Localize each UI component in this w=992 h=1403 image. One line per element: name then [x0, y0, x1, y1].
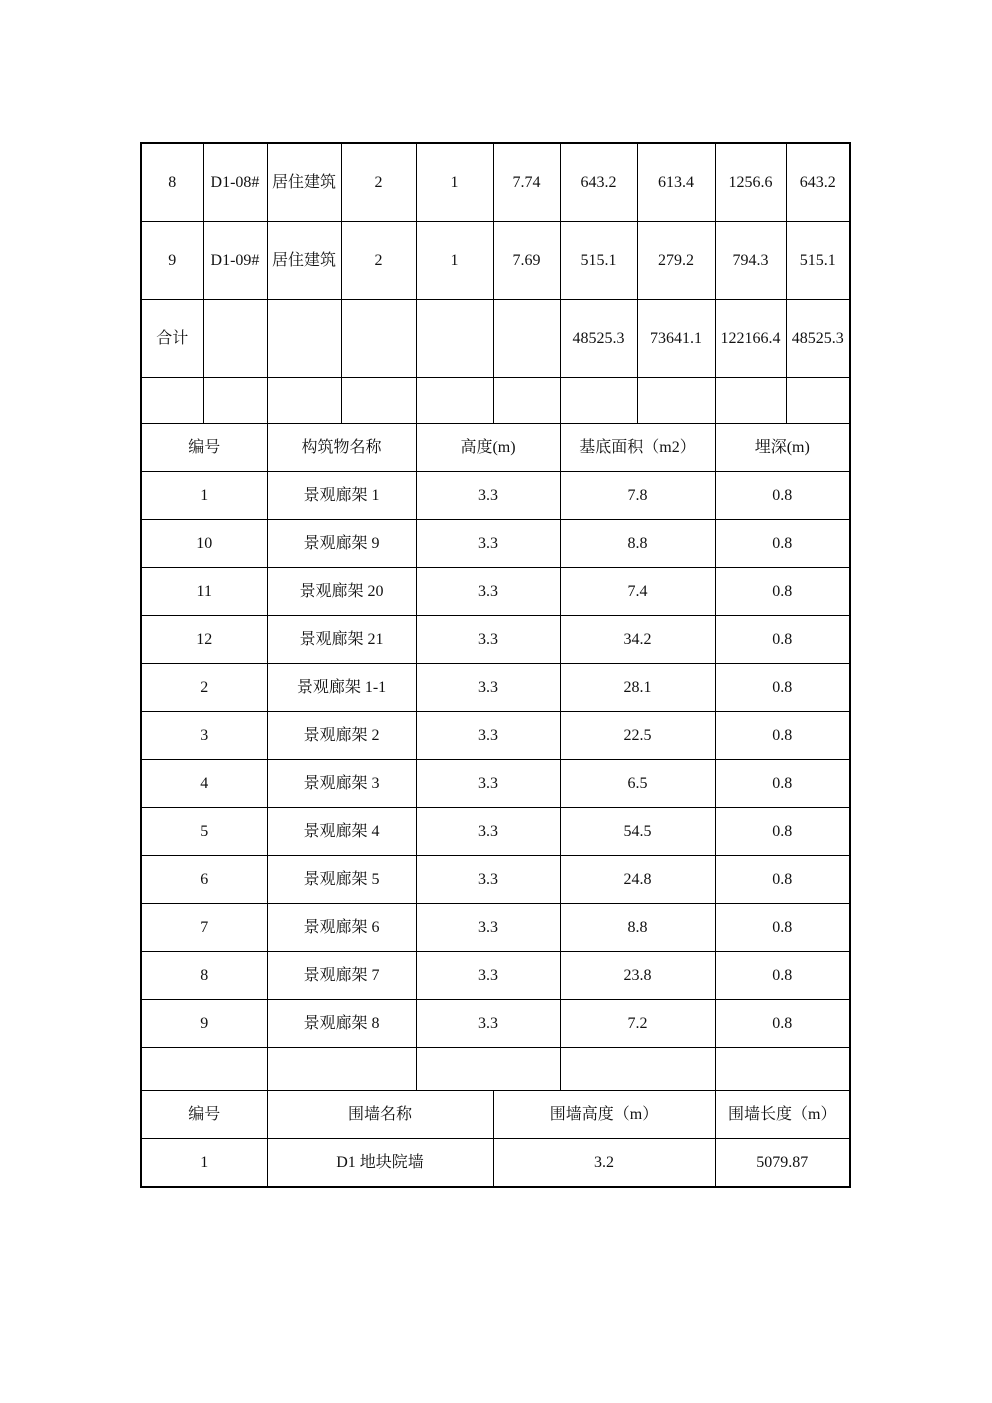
structure-no: 10 [141, 520, 267, 568]
structure-depth: 0.8 [715, 760, 850, 808]
wall-no: 1 [141, 1139, 267, 1188]
structure-area: 54.5 [560, 808, 715, 856]
walls-header-row [141, 1091, 850, 1139]
header-cell: 高度(m) [416, 424, 560, 472]
table-row [141, 856, 850, 904]
table-row [141, 712, 850, 760]
structure-no: 6 [141, 856, 267, 904]
structure-depth: 0.8 [715, 664, 850, 712]
header-cell: 围墙长度（m） [715, 1091, 850, 1139]
document-table [140, 142, 851, 1188]
structure-name: 景观廊架 9 [267, 520, 416, 568]
structure-no: 9 [141, 1000, 267, 1048]
structure-height: 3.3 [416, 760, 560, 808]
structure-name: 景观廊架 7 [267, 952, 416, 1000]
structure-height: 3.3 [416, 472, 560, 520]
blank-row [141, 378, 850, 424]
structure-no: 3 [141, 712, 267, 760]
table-row [141, 1000, 850, 1048]
structure-no: 7 [141, 904, 267, 952]
structure-depth: 0.8 [715, 520, 850, 568]
building-no: 9 [141, 222, 203, 300]
structure-name: 景观廊架 5 [267, 856, 416, 904]
empty-cell [203, 300, 267, 378]
header-cell: 编号 [141, 1091, 267, 1139]
total-row [141, 300, 850, 378]
structure-no: 4 [141, 760, 267, 808]
structure-height: 3.3 [416, 1000, 560, 1048]
structure-height: 3.3 [416, 616, 560, 664]
structure-area: 6.5 [560, 760, 715, 808]
table-row [141, 952, 850, 1000]
total-label: 合计 [141, 300, 203, 378]
table-row [141, 616, 850, 664]
structures-body [141, 472, 850, 1048]
structure-height: 3.3 [416, 808, 560, 856]
header-cell: 基底面积（m2） [560, 424, 715, 472]
wall-name: D1 地块院墙 [267, 1139, 493, 1188]
structure-area: 28.1 [560, 664, 715, 712]
building-value: 279.2 [637, 222, 715, 300]
table-row [141, 222, 850, 300]
total-value: 48525.3 [786, 300, 850, 378]
total-value: 48525.3 [560, 300, 637, 378]
structure-name: 景观廊架 2 [267, 712, 416, 760]
building-no: 8 [141, 143, 203, 222]
building-height: 7.74 [493, 143, 560, 222]
structure-area: 22.5 [560, 712, 715, 760]
building-type: 居住建筑 [267, 143, 341, 222]
empty-cell [267, 300, 341, 378]
structure-area: 7.4 [560, 568, 715, 616]
structure-height: 3.3 [416, 664, 560, 712]
structure-height: 3.3 [416, 568, 560, 616]
building-value: 613.4 [637, 143, 715, 222]
structure-area: 7.2 [560, 1000, 715, 1048]
structure-depth: 0.8 [715, 616, 850, 664]
header-cell: 埋深(m) [715, 424, 850, 472]
table-row [141, 664, 850, 712]
structure-no: 2 [141, 664, 267, 712]
table-row [141, 143, 850, 222]
table-row [141, 520, 850, 568]
building-value: 643.2 [786, 143, 850, 222]
building-value: 643.2 [560, 143, 637, 222]
wall-length: 5079.87 [715, 1139, 850, 1188]
building-value: 2 [341, 143, 416, 222]
table-row [141, 568, 850, 616]
structure-depth: 0.8 [715, 856, 850, 904]
structure-name: 景观廊架 20 [267, 568, 416, 616]
header-cell: 围墙名称 [267, 1091, 493, 1139]
table-row [141, 472, 850, 520]
table-row [141, 760, 850, 808]
structure-depth: 0.8 [715, 952, 850, 1000]
header-cell: 围墙高度（m） [493, 1091, 715, 1139]
structure-name: 景观廊架 3 [267, 760, 416, 808]
total-value: 73641.1 [637, 300, 715, 378]
structure-area: 23.8 [560, 952, 715, 1000]
empty-cell [416, 300, 493, 378]
blank-row [141, 1048, 850, 1091]
building-value: 1 [416, 222, 493, 300]
structure-name: 景观廊架 1 [267, 472, 416, 520]
wall-height: 3.2 [493, 1139, 715, 1188]
structure-depth: 0.8 [715, 712, 850, 760]
structure-area: 8.8 [560, 520, 715, 568]
building-height: 7.69 [493, 222, 560, 300]
structure-depth: 0.8 [715, 904, 850, 952]
structure-area: 7.8 [560, 472, 715, 520]
structures-header-row [141, 424, 850, 472]
structure-depth: 0.8 [715, 1000, 850, 1048]
structure-area: 34.2 [560, 616, 715, 664]
empty-cell [341, 300, 416, 378]
structure-name: 景观廊架 21 [267, 616, 416, 664]
structure-area: 8.8 [560, 904, 715, 952]
building-value: 1 [416, 143, 493, 222]
building-type: 居住建筑 [267, 222, 341, 300]
header-cell: 构筑物名称 [267, 424, 416, 472]
structure-height: 3.3 [416, 520, 560, 568]
empty-cell [493, 300, 560, 378]
building-id: D1-08# [203, 143, 267, 222]
structure-no: 1 [141, 472, 267, 520]
structure-name: 景观廊架 8 [267, 1000, 416, 1048]
structure-name: 景观廊架 6 [267, 904, 416, 952]
header-cell: 编号 [141, 424, 267, 472]
table-row [141, 1139, 850, 1188]
structure-no: 8 [141, 952, 267, 1000]
structure-name: 景观廊架 4 [267, 808, 416, 856]
structure-height: 3.3 [416, 904, 560, 952]
structure-no: 5 [141, 808, 267, 856]
building-id: D1-09# [203, 222, 267, 300]
table-row [141, 904, 850, 952]
building-value: 515.1 [786, 222, 850, 300]
structure-height: 3.3 [416, 856, 560, 904]
structure-depth: 0.8 [715, 568, 850, 616]
structure-depth: 0.8 [715, 808, 850, 856]
structure-depth: 0.8 [715, 472, 850, 520]
building-value: 2 [341, 222, 416, 300]
structure-height: 3.3 [416, 952, 560, 1000]
structure-no: 12 [141, 616, 267, 664]
structure-name: 景观廊架 1-1 [267, 664, 416, 712]
building-value: 1256.6 [715, 143, 786, 222]
building-value: 515.1 [560, 222, 637, 300]
table-row [141, 808, 850, 856]
structure-no: 11 [141, 568, 267, 616]
total-value: 122166.4 [715, 300, 786, 378]
building-value: 794.3 [715, 222, 786, 300]
structure-height: 3.3 [416, 712, 560, 760]
structure-area: 24.8 [560, 856, 715, 904]
